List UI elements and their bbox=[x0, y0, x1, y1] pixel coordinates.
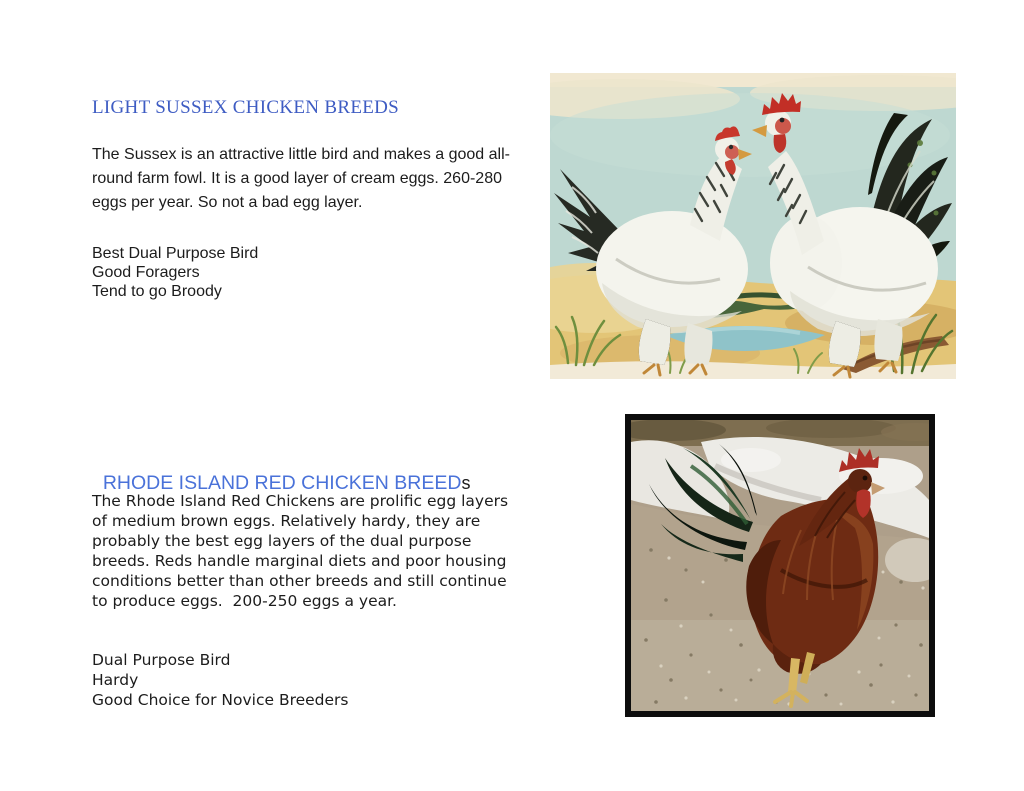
section-1-paragraph bbox=[92, 143, 510, 215]
trait-line: Good Choice for Novice Breeders bbox=[92, 691, 349, 709]
trait-line: Good Foragers bbox=[92, 264, 200, 281]
trait-line: Tend to go Broody bbox=[92, 283, 222, 300]
trait-line: Hardy bbox=[92, 671, 139, 689]
trait-line: Best Dual Purpose Bird bbox=[92, 245, 259, 262]
section-2-traits-list bbox=[92, 650, 349, 710]
light-sussex-illustration-svg bbox=[550, 73, 956, 379]
paragraph-line: The Rhode Island Red Chickens are prolific egg layers bbox=[92, 492, 509, 510]
rhode-island-red-photo bbox=[625, 414, 935, 717]
paragraph-line: probably the best egg layers of the dual purpose bbox=[92, 532, 472, 550]
rhode-island-red-photo-svg bbox=[631, 420, 929, 711]
section-2-heading-main: RHODE ISLAND RED CHICKEN BREED bbox=[102, 472, 462, 494]
light-sussex-illustration bbox=[550, 73, 956, 379]
paragraph-line: round farm fowl. It is a good layer of cream eggs. 260-280 bbox=[92, 170, 502, 187]
paragraph-line: The Sussex is an attractive little bird and makes a good all- bbox=[92, 146, 510, 163]
section-2-heading bbox=[92, 447, 471, 495]
paragraph-line: breeds. Reds handle marginal diets and poor housing bbox=[92, 552, 507, 570]
section-2-heading-suffix: s bbox=[461, 473, 471, 493]
paragraph-line: conditions better than other breeds and still continue bbox=[92, 572, 507, 590]
paragraph-line: to produce eggs. 200-250 eggs a year. bbox=[92, 592, 397, 610]
paragraph-line: eggs per year. So not a bad egg layer. bbox=[92, 194, 363, 211]
section-2-paragraph bbox=[92, 491, 508, 611]
section-1-traits-list bbox=[92, 244, 258, 301]
section-1-heading: LIGHT SUSSEX CHICKEN BREEDS bbox=[92, 97, 400, 118]
paragraph-line: of medium brown eggs. Relatively hardy, they are bbox=[92, 512, 481, 530]
trait-line: Dual Purpose Bird bbox=[92, 651, 231, 669]
